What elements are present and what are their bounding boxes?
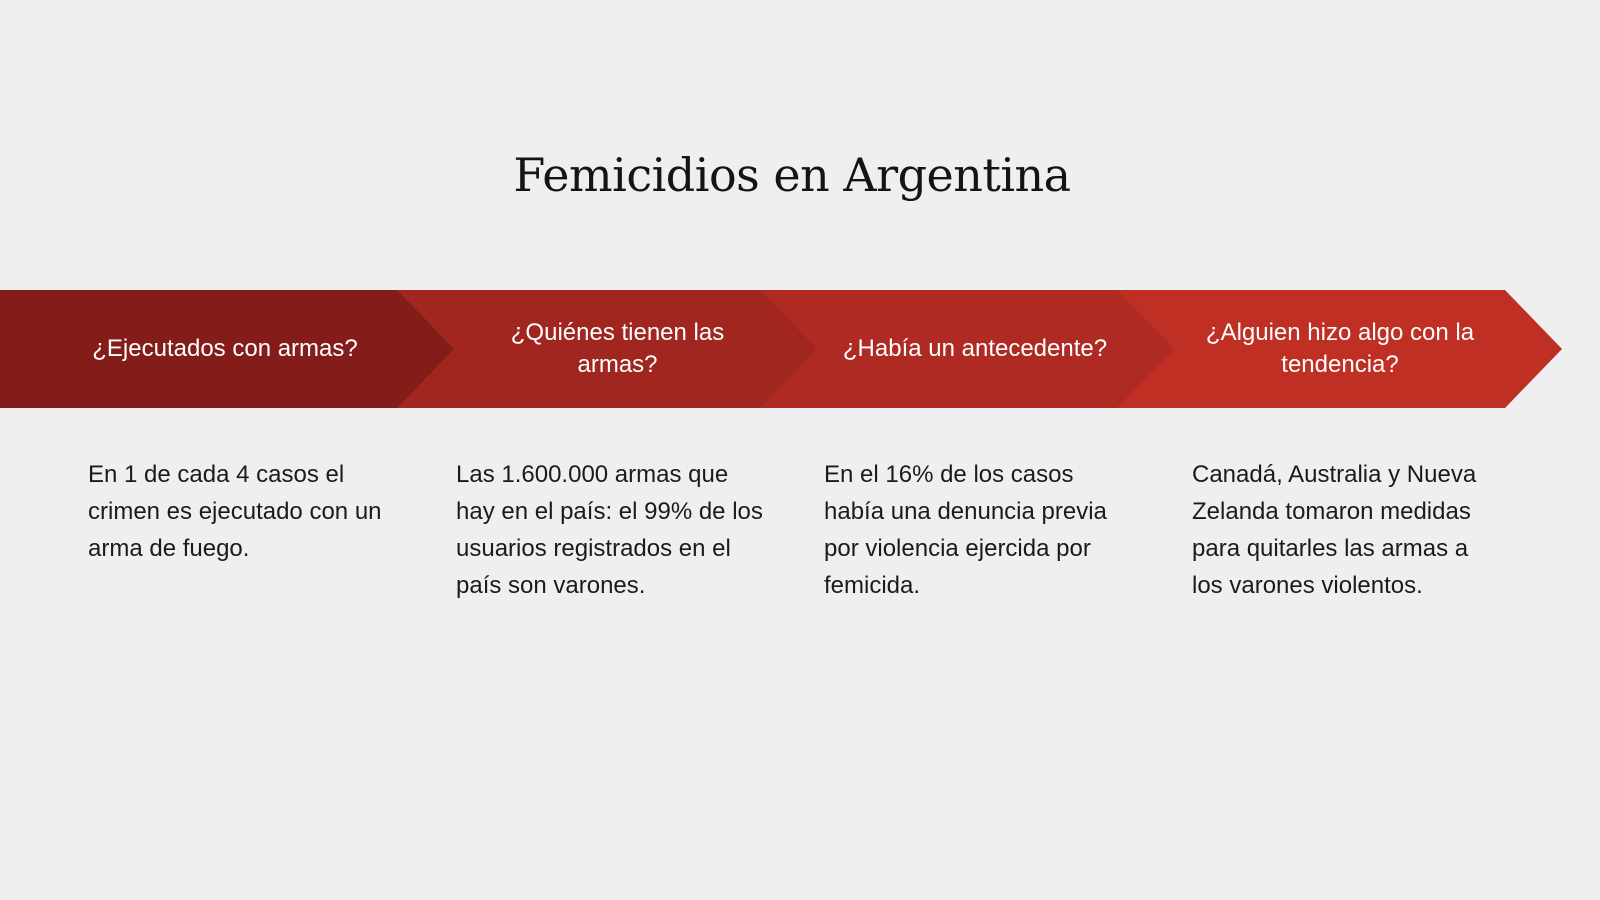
step-2-question: ¿Quiénes tienen las armas? xyxy=(510,319,725,378)
step-1-description: En 1 de cada 4 casos el crimen es ejecutado con un arma de fuego. xyxy=(88,461,382,562)
step-3-description: En el 16% de los casos había una denuncia previa por violencia ejercida por femicida. xyxy=(824,461,1107,599)
step-3-question: ¿Había un antecedente? xyxy=(842,335,1108,362)
step-1-question: ¿Ejecutados con armas? xyxy=(92,335,358,362)
step-4-question: ¿Alguien hizo algo con la tendencia? xyxy=(1205,319,1475,378)
step-2-description: Las 1.600.000 armas que hay en el país: el 99% de los usuarios registrados en el país son varones. xyxy=(456,461,763,599)
diagram-title: Femicidios en Argentina xyxy=(513,148,1071,202)
step-4-description: Canadá, Australia y Nueva Zelanda tomaron medidas para quitarles las armas a los varones violentos. xyxy=(1192,461,1477,599)
